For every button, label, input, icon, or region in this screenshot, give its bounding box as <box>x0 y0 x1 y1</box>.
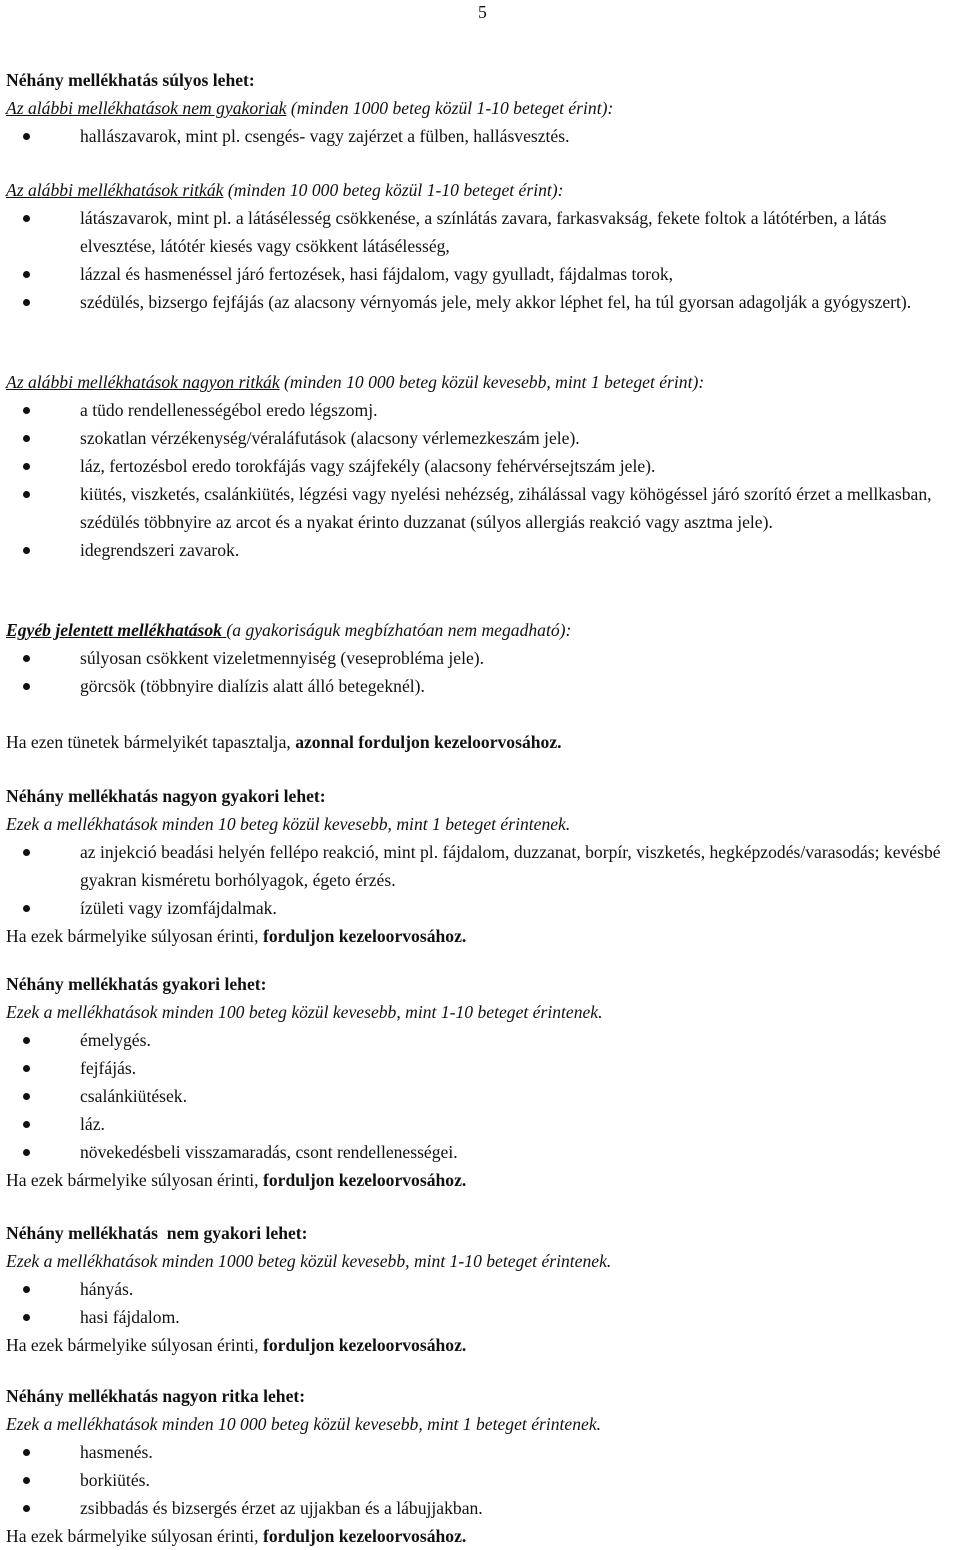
section-serious-effects <box>6 66 952 150</box>
list-item: szokatlan vérzékenység/véraláfutások (alacsony vérlemezkeszám jele). <box>6 424 952 452</box>
list-item: borkiütés. <box>6 1466 952 1494</box>
list-item: émelygés. <box>6 1026 952 1054</box>
list-item: görcsök (többnyire dialízis alatt álló betegeknél). <box>6 672 952 700</box>
advice-line: Ha ezek bármelyike súlyosan érinti, forduljon kezeloorvosához. <box>6 1526 467 1546</box>
page-number: 5 <box>478 2 487 22</box>
section-heading: Néhány mellékhatás nagyon ritka lehet: <box>6 1386 306 1406</box>
bullet-list <box>6 396 952 564</box>
list-item: zsibbadás és bizsergés érzet az ujjakban és a lábujjakban. <box>6 1494 952 1522</box>
section-heading: Néhány mellékhatás nem gyakori lehet: <box>6 1223 308 1243</box>
bullet-list <box>6 644 952 700</box>
section-uncommon <box>6 1219 952 1359</box>
section-heading: Néhány mellékhatás gyakori lehet: <box>6 974 267 994</box>
advice-line: Ha ezek bármelyike súlyosan érinti, forduljon kezeloorvosához. <box>6 1170 467 1190</box>
list-item: hallászavarok, mint pl. csengés- vagy zajérzet a fülben, hallásvesztés. <box>6 122 952 150</box>
bullet-list <box>6 1438 952 1522</box>
list-item: a tüdo rendellenességébol eredo légszomj. <box>6 396 952 424</box>
frequency-intro: Ezek a mellékhatások minden 10 000 beteg közül kevesebb, mint 1 beteget érintenek. <box>6 1414 602 1434</box>
frequency-intro: Egyéb jelentett mellékhatások (a gyakoriságuk megbízhatóan nem megadható): <box>6 620 572 640</box>
frequency-intro: Ezek a mellékhatások minden 1000 beteg közül kevesebb, mint 1-10 beteget érintenek. <box>6 1251 612 1271</box>
list-item: csalánkiütések. <box>6 1082 952 1110</box>
frequency-intro: Az alábbi mellékhatások nem gyakoriak (minden 1000 beteg közül 1-10 beteget érint): <box>6 98 614 118</box>
list-item: lázzal és hasmenéssel járó fertozések, hasi fájdalom, vagy gyulladt, fájdalmas torok, <box>6 260 952 288</box>
list-item: hasi fájdalom. <box>6 1303 952 1331</box>
list-item: hányás. <box>6 1275 952 1303</box>
bullet-list <box>6 838 952 922</box>
list-item: láz. <box>6 1110 952 1138</box>
section-very-rare <box>6 1382 952 1550</box>
list-item: ízületi vagy izomfájdalmak. <box>6 894 952 922</box>
list-item: fejfájás. <box>6 1054 952 1082</box>
bullet-list <box>6 1026 952 1166</box>
list-item: az injekció beadási helyén fellépo reakció, mint pl. fájdalom, duzzanat, borpír, viszketés, hegképzodés/varasodás; kevésbé gyakran kisméretu borhólyagok, égeto érzés. <box>6 838 952 894</box>
list-item: szédülés, bizsergo fejfájás (az alacsony vérnyomás jele, mely akkor léphet fel, ha túl gyorsan adagolják a gyógyszert). <box>6 288 952 316</box>
frequency-intro: Ezek a mellékhatások minden 100 beteg közül kevesebb, mint 1-10 beteget érintenek. <box>6 1002 603 1022</box>
list-item: hasmenés. <box>6 1438 952 1466</box>
advice-line: Ha ezek bármelyike súlyosan érinti, forduljon kezeloorvosához. <box>6 926 467 946</box>
section-very-rare-effects <box>6 368 952 564</box>
section-heading: Néhány mellékhatás súlyos lehet: <box>6 70 255 90</box>
section-other-effects <box>6 616 952 700</box>
frequency-intro: Az alábbi mellékhatások ritkák (minden 10 000 beteg közül 1-10 beteget érint): <box>6 180 564 200</box>
advice-line: Ha ezek bármelyike súlyosan érinti, forduljon kezeloorvosához. <box>6 1335 467 1355</box>
bullet-list <box>6 204 952 316</box>
list-item: idegrendszeri zavarok. <box>6 536 952 564</box>
section-heading: Néhány mellékhatás nagyon gyakori lehet: <box>6 786 326 806</box>
list-item: kiütés, viszketés, csalánkiütés, légzési vagy nyelési nehézség, zihálással vagy köhögéssel járó szorító érzet a mellkasban, szédülés többnyire az arcot és a nyakat érinto duzzanat (súlyos allergiás reakció vagy asztma jele). <box>6 480 952 536</box>
section-very-common <box>6 782 952 950</box>
section-common <box>6 970 952 1194</box>
advice-line: Ha ezen tünetek bármelyikét tapasztalja, azonnal forduljon kezeloorvosához. <box>6 732 562 752</box>
bullet-list <box>6 122 952 150</box>
section-rare-effects <box>6 176 952 316</box>
frequency-intro: Az alábbi mellékhatások nagyon ritkák (minden 10 000 beteg közül kevesebb, mint 1 beteget érint): <box>6 372 705 392</box>
list-item: látászavarok, mint pl. a látásélesség csökkenése, a színlátás zavara, farkasvakság, fekete foltok a látótérben, a látás elvesztése, látótér kiesés vagy csökkent látásélesség, <box>6 204 952 260</box>
bullet-list <box>6 1275 952 1331</box>
list-item: súlyosan csökkent vizeletmennyiség (veseprobléma jele). <box>6 644 952 672</box>
list-item: láz, fertozésbol eredo torokfájás vagy szájfekély (alacsony fehérvérsejtszám jele). <box>6 452 952 480</box>
list-item: növekedésbeli visszamaradás, csont rendellenességei. <box>6 1138 952 1166</box>
frequency-intro: Ezek a mellékhatások minden 10 beteg közül kevesebb, mint 1 beteget érintenek. <box>6 814 571 834</box>
